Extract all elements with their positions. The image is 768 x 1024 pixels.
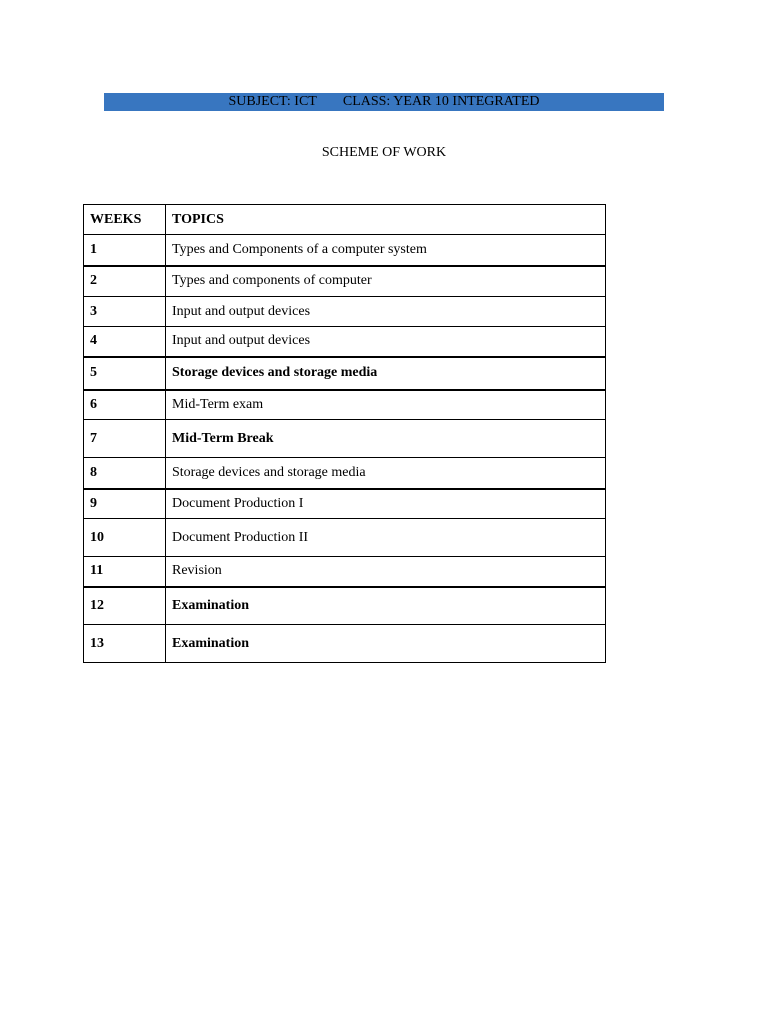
table-row [84,297,606,327]
topic-cell: Examination [166,625,606,663]
weeks-column-header: WEEKS [84,205,166,235]
topic-cell: Types and components of computer [166,266,606,297]
topic-cell: Input and output devices [166,297,606,327]
table-row [84,557,606,587]
table-row [84,625,606,663]
week-number-cell: 11 [84,557,166,587]
table-header-row [84,205,606,235]
topic-cell: Input and output devices [166,327,606,357]
table-row [84,519,606,557]
week-number-cell: 3 [84,297,166,327]
table-row [84,458,606,489]
scheme-table-body [84,205,606,663]
week-number-cell: 7 [84,420,166,458]
week-number-cell: 2 [84,266,166,297]
topic-cell: Mid-Term exam [166,390,606,420]
document-title: SCHEME OF WORK [321,145,447,160]
subject-label: SUBJECT: ICT [228,94,317,109]
topic-cell: Storage devices and storage media [166,458,606,489]
table-row [84,357,606,390]
class-label: CLASS: YEAR 10 INTEGRATED [342,94,540,109]
week-number-cell: 13 [84,625,166,663]
week-number-cell: 9 [84,489,166,519]
topic-cell: Examination [166,587,606,625]
week-number-cell: 4 [84,327,166,357]
week-number-cell: 6 [84,390,166,420]
scheme-of-work-table [83,204,606,663]
week-number-cell: 1 [84,235,166,266]
week-number-cell: 12 [84,587,166,625]
topic-cell: Revision [166,557,606,587]
table-row [84,235,606,266]
topics-column-header: TOPICS [166,205,606,235]
subject-class-banner [104,93,664,111]
table-row [84,390,606,420]
topic-cell: Storage devices and storage media [166,357,606,390]
topic-cell: Document Production II [166,519,606,557]
week-number-cell: 5 [84,357,166,390]
topic-cell: Mid-Term Break [166,420,606,458]
table-row [84,489,606,519]
topic-cell: Types and Components of a computer system [166,235,606,266]
table-row [84,266,606,297]
week-number-cell: 10 [84,519,166,557]
table-row [84,327,606,357]
table-row [84,420,606,458]
topic-cell: Document Production I [166,489,606,519]
table-row [84,587,606,625]
week-number-cell: 8 [84,458,166,489]
